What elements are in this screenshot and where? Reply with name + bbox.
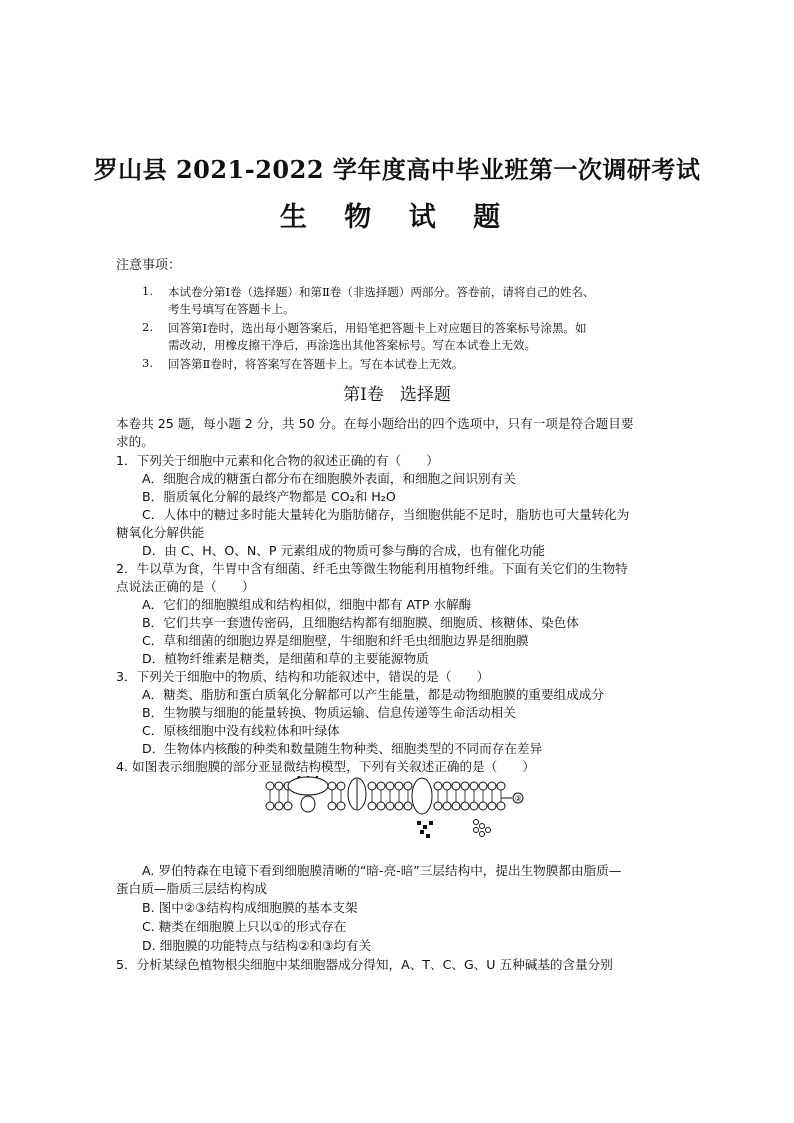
cell-membrane-diagram: [262, 776, 532, 842]
notice-item-cont: 需改动，用橡皮擦干净后，再涂选出其他答案标号。写在本试卷上无效。: [168, 338, 536, 352]
section-intro-cont: 求的。: [116, 434, 154, 449]
question-stem: 5．分析某绿色植物根尖细胞中某细胞器成分得知，A、T、C、G、U 五种碱基的含量分别: [116, 957, 613, 972]
option-c: C. 糖类在细胞膜上只以①的形式存在: [142, 919, 347, 934]
section-heading: 第Ⅰ卷 选择题: [343, 385, 451, 405]
diagram-label-3: ③: [514, 794, 522, 803]
section-intro: 本卷共 25 题，每小题 2 分，共 50 分。在每小题给出的四个选项中，只有一项是符合题目要: [116, 416, 634, 431]
option-c: C．人体中的糖过多时能大量转化为脂肪储存，当细胞供能不足时，脂肪也可大量转化为: [142, 507, 630, 522]
option-c-cont: 糖氧化分解供能: [116, 525, 205, 540]
option-b: B. 图中②③结构构成细胞膜的基本支架: [142, 900, 358, 915]
carrier-protein: [412, 778, 432, 814]
exam-title: 罗山县 2021-2022 学年度高中毕业班第一次调研考试: [93, 155, 701, 184]
notice-label: 注意事项：: [116, 258, 182, 273]
solute-particles-right: [474, 820, 491, 837]
membrane-protein: [301, 796, 315, 812]
option-a-cont: 蛋白质—脂质三层结构构成: [116, 881, 268, 896]
subject-title: 生 物 试 题: [279, 202, 515, 233]
glycoprotein: [288, 777, 328, 795]
option-c: C．草和细菌的细胞边界是细胞壁，牛细胞和纤毛虫细胞边界是细胞膜: [142, 633, 529, 648]
option-d: D．生物体内核酸的种类和数量随生物种类、细胞类型的不同而存在差异: [142, 741, 543, 756]
option-d: D. 细胞膜的功能特点与结构②和③均有关: [142, 938, 372, 953]
notice-item-cont: 考生号填写在答题卡上。: [168, 302, 295, 316]
solute-particles-left: [417, 821, 433, 838]
question-stem: 1．下列关于细胞中元素和化合物的叙述正确的有（ ）: [116, 453, 439, 468]
option-a: A．它们的细胞膜组成和结构相似，细胞中都有 ATP 水解酶: [142, 597, 472, 612]
question-stem: 3．下列关于细胞中的物质、结构和功能叙述中，错误的是（ ）: [116, 669, 490, 684]
question-stem: 4. 如图表示细胞膜的部分亚显微结构模型，下列有关叙述正确的是（ ）: [116, 759, 536, 774]
option-b: B．生物膜与细胞的能量转换、物质运输、信息传递等生命活动相关: [142, 705, 516, 720]
option-d: D．植物纤维素是糖类，是细菌和草的主要能源物质: [142, 651, 429, 666]
option-c: C．原核细胞中没有线粒体和叶绿体: [142, 723, 340, 738]
option-a: A．糖类、脂肪和蛋白质氧化分解都可以产生能量，都是动物细胞膜的重要组成成分: [142, 687, 604, 702]
question-stem-cont: 点说法正确的是（ ）: [116, 579, 255, 594]
option-a: A．细胞合成的糖蛋白都分布在细胞膜外表面，和细胞之间识别有关: [142, 471, 516, 486]
option-d: D．由 C、H、O、N、P 元素组成的物质可参与酶的合成，也有催化功能: [142, 543, 545, 558]
option-b: B．它们共享一套遗传密码，且细胞结构都有细胞膜、细胞质、核糖体、染色体: [142, 615, 579, 630]
option-b: B．脂质氧化分解的最终产物都是 CO₂和 H₂O: [142, 489, 396, 504]
option-a: A. 罗伯特森在电镜下看到细胞膜清晰的“暗-亮-暗”三层结构中，提出生物膜都由脂质—: [142, 863, 622, 878]
question-stem: 2．牛以草为食，牛胃中含有细菌、纤毛虫等微生物能利用植物纤维。下面有关它们的生物特: [116, 561, 628, 576]
